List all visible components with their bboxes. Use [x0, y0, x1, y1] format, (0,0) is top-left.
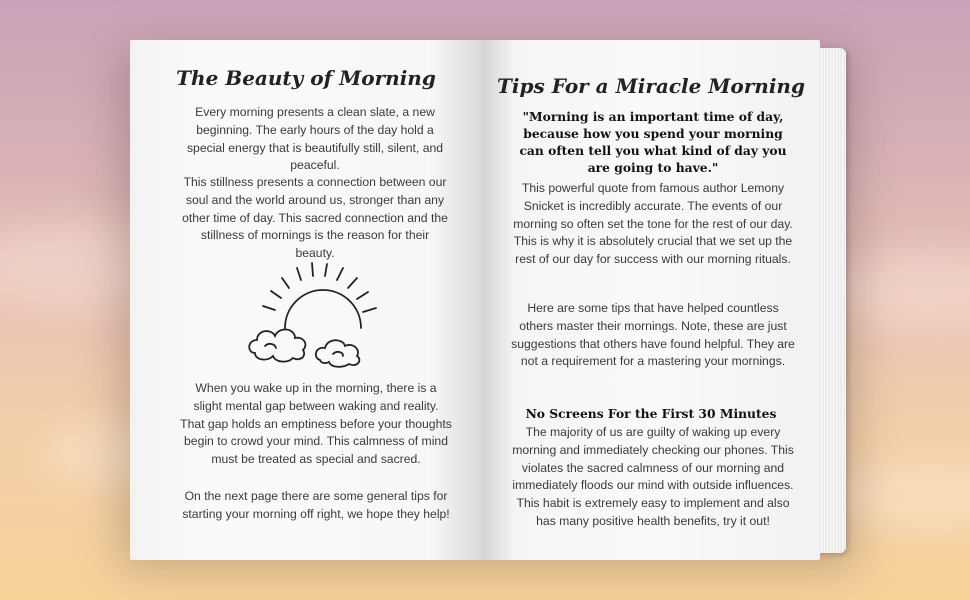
opening-quote: "Morning is an important time of day, because how you spend your morning can often tell you what kind of day you are going to have." [519, 109, 787, 175]
sun-behind-clouds-icon [245, 258, 385, 368]
right-page [482, 40, 820, 560]
left-paragraph-2: This stillness presents a connection between our soul and the world around us, stronger than any other time of day. This sacred connection and the stillness of mornings is the reason for their beauty. [182, 175, 448, 261]
right-paragraph-1: This powerful quote from famous author Lemony Snicket is incredibly accurate. The events of our morning so often set the tone for the rest of our day. This is why it is absolutely crucial that we set up the rest of our day for success with our morning rituals. [513, 181, 793, 267]
left-paragraph-3: When you wake up in the morning, there is a slight mental gap between waking and reality. That gap holds an emptiness before your thoughts begin to crowd your mind. This calmness of mind must be treated as special and sacred. [180, 381, 452, 467]
left-paragraph-4: On the next page there are some general tips for starting your morning off right, we hope they help! [182, 489, 450, 521]
left-page-title: The Beauty of Morning [176, 66, 436, 90]
tip-heading: No Screens For the First 30 Minutes [525, 406, 777, 421]
tip-body: The majority of us are guilty of waking up every morning and immediately checking our phones. This violates the sacred calmness of our morning and immediately floods our mind with outside influences. This habit is extremely easy to implement and also has many positive health benefits, try it out! [512, 425, 794, 528]
left-paragraph-1: Every morning presents a clean slate, a new beginning. The early hours of the day hold a special energy that is beautifully still, silent, and peaceful. [186, 105, 444, 173]
left-page [130, 40, 482, 560]
right-page-title: Tips For a Miracle Morning [497, 74, 805, 98]
right-paragraph-2: Here are some tips that have helped countless others master their mornings. Note, these are just suggestions that others have found helpful. They are not a requirement for a mastering your mornings. [511, 301, 795, 369]
